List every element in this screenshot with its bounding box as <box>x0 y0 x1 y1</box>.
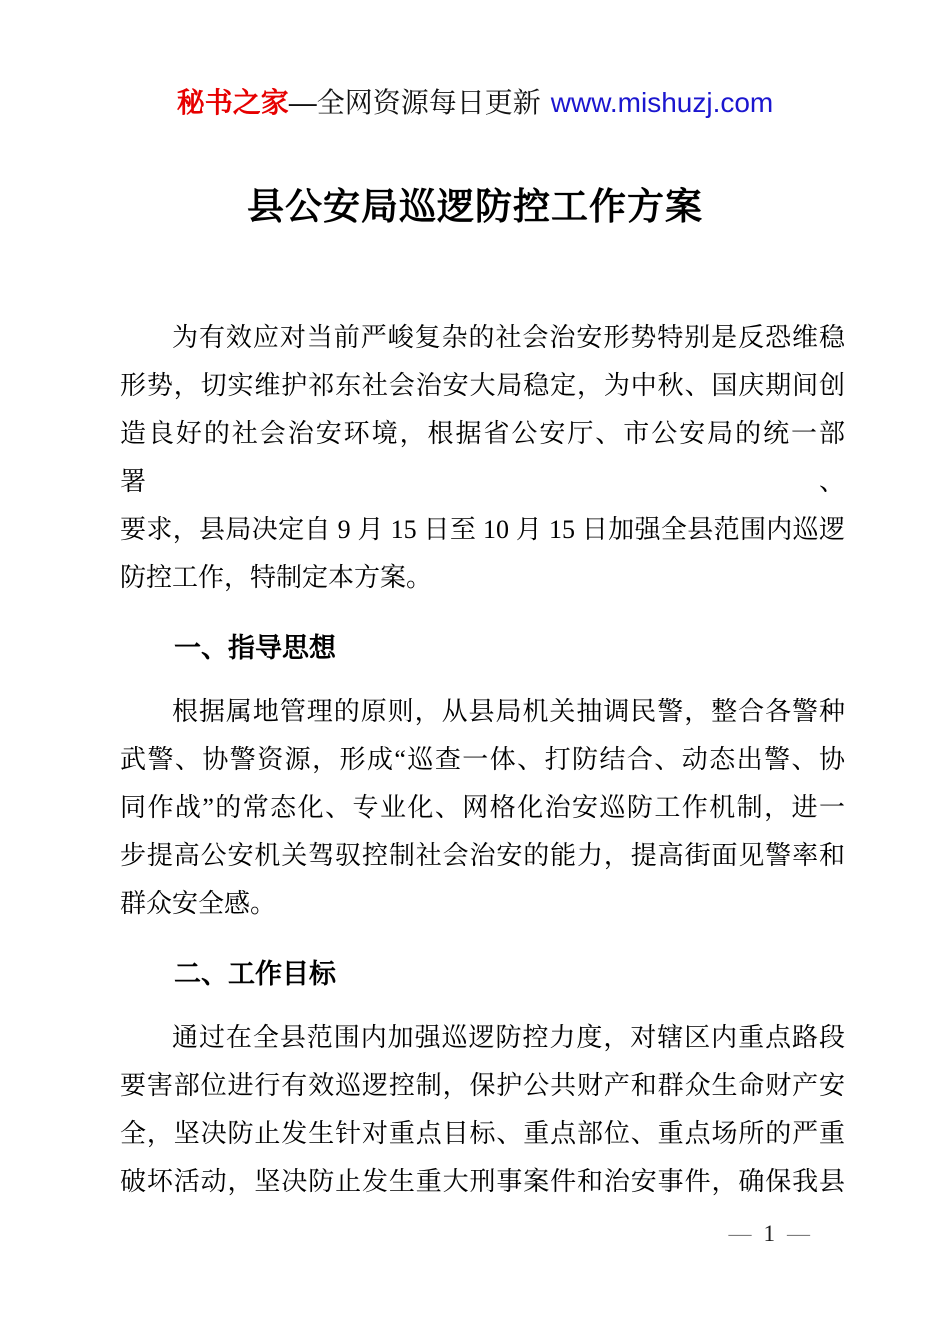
paragraph-line: 要求，县局决定自 9 月 15 日至 10 月 15 日加强全县范围内巡逻 <box>120 515 845 544</box>
paragraph-line: 防控工作，特制定本方案。 <box>120 563 433 592</box>
paragraph-line: 群众安全感。 <box>120 889 277 918</box>
document-title: 县公安局巡逻防控工作方案 <box>247 186 703 227</box>
section-heading: 一、指导思想 <box>174 633 336 663</box>
section-heading: 二、工作目标 <box>174 959 336 989</box>
paragraph-line: 为有效应对当前严峻复杂的社会治安形势特别是反恐维稳 <box>172 323 845 352</box>
site-header <box>0 0 950 120</box>
paragraph-line: 要害部位进行有效巡逻控制，保护公共财产和群众生命财产安 <box>120 1071 845 1100</box>
document-body <box>0 314 950 1206</box>
paragraph-line: 造良好的社会治安环境，根据省公安厅、市公安局的统一部署、 <box>120 419 845 496</box>
page-number <box>729 1220 811 1248</box>
page-number-left-dash: — <box>728 1221 752 1246</box>
paragraph-line: 通过在全县范围内加强巡逻防控力度，对辖区内重点路段 <box>172 1023 845 1052</box>
paragraph <box>120 314 845 602</box>
page-number-value: 1 <box>763 1221 775 1246</box>
site-url-link[interactable]: www.mishuzj.com <box>550 87 774 118</box>
header-dash: — <box>288 87 317 118</box>
site-brand: 秘书之家 <box>176 87 289 118</box>
paragraph-line: 根据属地管理的原则，从县局机关抽调民警，整合各警种 <box>172 697 845 726</box>
paragraph-line: 步提高公安机关驾驭控制社会治安的能力，提高街面见警率和 <box>120 841 845 870</box>
paragraph-line: 同作战”的常态化、专业化、网格化治安巡防工作机制，进一 <box>120 793 845 822</box>
paragraph-line: 武警、协警资源，形成“巡查一体、打防结合、动态出警、协 <box>120 745 845 774</box>
site-tagline: 全网资源每日更新 <box>316 87 541 118</box>
paragraph-line: 形势，切实维护祁东社会治安大局稳定，为中秋、国庆期间创 <box>120 371 845 400</box>
paragraph <box>120 1014 845 1206</box>
paragraph-line: 全，坚决防止发生针对重点目标、重点部位、重点场所的严重 <box>120 1119 845 1148</box>
paragraph <box>120 688 845 928</box>
paragraph-line: 破坏活动，坚决防止发生重大刑事案件和治安事件，确保我县 <box>120 1167 845 1196</box>
page-number-right-dash: — <box>787 1221 810 1246</box>
